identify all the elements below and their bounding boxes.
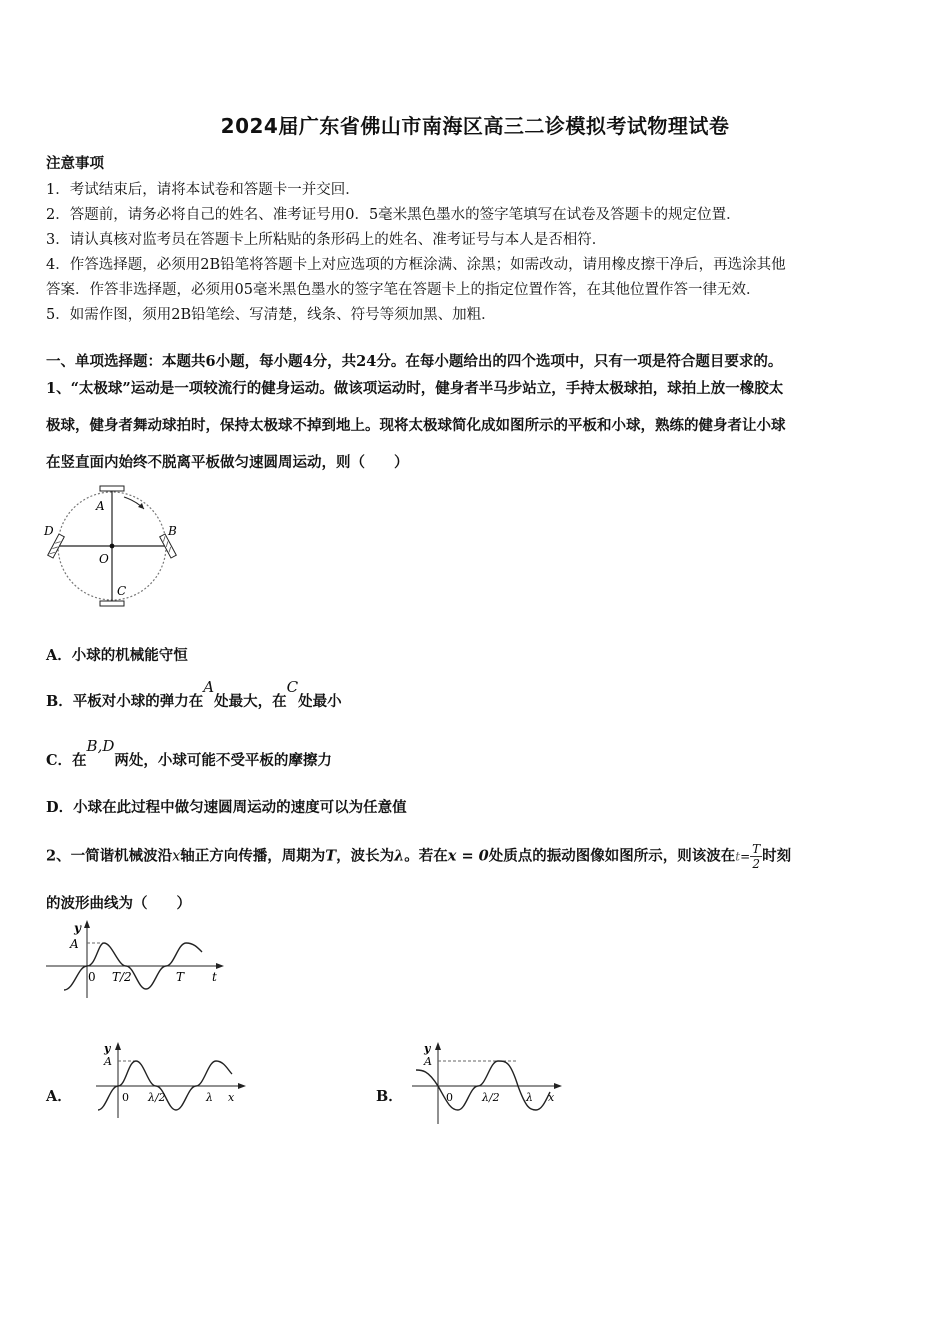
option-b-post: 处最小 [298, 693, 342, 710]
tick-label-zero: 0 [446, 1091, 453, 1104]
option-c-sym: B,D [86, 737, 115, 755]
tick-label-half-period: T/2 [112, 970, 132, 984]
axis-label-x: x [228, 1091, 235, 1104]
option-b-wave-graph [408, 1040, 568, 1128]
note-item: 3．请认真核对监考员在答题卡上所粘贴的条形码上的姓名、准考证号与本人是否相符． [46, 232, 607, 248]
arrow-icon [115, 1042, 121, 1050]
question-1-line: 1、“太极球”运动是一项较流行的健身运动。做该项运动时，健身者半马步站立，手持太极球拍，球拍上放一橡胶太 [46, 380, 784, 397]
q2-symbol-t-period: T [325, 847, 337, 865]
question-2-line: 的波形曲线为（ ） [46, 895, 191, 912]
question-1-line: 在竖直面内始终不脱离平板做匀速圆周运动，则（ ） [46, 454, 409, 471]
tick-label-half-wavelength: λ/2 [482, 1091, 500, 1104]
q2-symbol-t: t [735, 849, 741, 864]
tick-label-half-wavelength: λ/2 [148, 1091, 166, 1104]
notes-heading: 注意事项 [46, 155, 104, 172]
option-c [46, 737, 332, 770]
axis-label-x: x [548, 1091, 555, 1104]
tick-label-period: T [176, 970, 185, 984]
label-b: B [168, 524, 177, 538]
option-a: A．小球的机械能守恒 [46, 647, 188, 664]
arrow-icon [554, 1083, 562, 1089]
tick-label-wavelength: λ [206, 1091, 213, 1104]
option-b-pre: B．平板对小球的弹力在 [46, 693, 204, 710]
label-d: D [44, 524, 54, 538]
q2-option-b-label: B． [376, 1088, 403, 1105]
q2-text: 2、一简谐机械波沿 [46, 847, 173, 865]
axis-label-y: y [104, 1042, 111, 1055]
axis-label-a: A [70, 937, 79, 951]
q2-text: 。若在 [404, 847, 448, 865]
fraction-numerator: T [752, 842, 761, 856]
question-1-line: 极球，健身者舞动球拍时，保持太极球不掉到地上。现将太极球简化成如图所示的平板和小球，熟练的健身者让小球 [46, 417, 786, 434]
option-b-sym-a: A [203, 678, 215, 696]
option-a-wave-graph [92, 1040, 252, 1120]
q2-equals: = [740, 849, 751, 864]
note-item: 4．作答选择题，必须用2B铅笔将答题卡上对应选项的方框涂满、涂黑；如需改动，请用橡皮擦干净后，再选涂其他 [46, 257, 786, 273]
note-item: 5．如需作图，须用2B铅笔绘、写清楚，线条、符号等须加黑、加粗． [46, 307, 496, 323]
q2-text: 轴正方向传播，周期为 [180, 847, 326, 865]
option-b-mid: 处最大，在 [214, 693, 287, 710]
q2-x-zero: x = 0 [447, 847, 489, 865]
fraction-denominator: 2 [752, 857, 760, 871]
note-item: 答案．作答非选择题，必须用05毫米黑色墨水的签字笔在答题卡上的指定位置作答，在其他位置作答一律无效． [46, 282, 761, 298]
axis-label-a: A [104, 1055, 112, 1068]
note-item: 1．考试结束后，请将本试卷和答题卡一并交回． [46, 182, 360, 198]
q2-text: 处质点的振动图像如图所示，则该波在 [488, 847, 736, 865]
q2-text: ，波长为 [336, 847, 395, 865]
tick-label-zero: 0 [88, 970, 96, 984]
option-c-pre: C．在 [46, 752, 87, 769]
axis-label-t: t [212, 970, 217, 984]
option-b [46, 678, 342, 711]
label-c: C [117, 584, 127, 598]
bottom-plate [100, 601, 124, 606]
page-title: 2024届广东省佛山市南海区高三二诊模拟考试物理试卷 [220, 114, 730, 138]
q2-option-a-label: A． [46, 1088, 72, 1105]
tick-label-wavelength: λ [526, 1091, 533, 1104]
top-plate [100, 486, 124, 491]
arrow-icon [216, 963, 224, 969]
vibration-graph [42, 918, 232, 1000]
label-o: O [99, 552, 109, 566]
q2-fraction [750, 842, 762, 871]
q2-symbol-lambda: λ [394, 847, 405, 865]
option-d: D．小球在此过程中做匀速圆周运动的速度可以为任意值 [46, 799, 407, 816]
arrow-icon [84, 920, 90, 928]
axis-label-y: y [74, 921, 81, 935]
axis-label-y: y [424, 1042, 431, 1055]
arrow-icon [238, 1083, 246, 1089]
option-b-sym-c: C [286, 678, 299, 696]
note-item: 2．答题前，请务必将自己的姓名、准考证号用0．5毫米黑色墨水的签字笔填写在试卷及答题卡的规定位置． [46, 207, 741, 223]
section-heading: 一、单项选择题：本题共6小题，每小题4分，共24分。在每小题给出的四个选项中，只有一项是符合题目要求的。 [46, 353, 783, 370]
option-c-post: 两处，小球可能不受平板的摩擦力 [114, 752, 332, 769]
arrow-icon [435, 1042, 441, 1050]
q2-text: 时刻 [762, 847, 792, 865]
taiji-ball-diagram [40, 483, 195, 611]
center-point [110, 544, 115, 549]
tick-label-zero: 0 [122, 1091, 129, 1104]
axis-label-a: A [424, 1055, 432, 1068]
question-2-line [46, 842, 791, 871]
label-a: A [96, 499, 105, 513]
q2-symbol-x: x [172, 848, 181, 865]
arrowhead-icon [138, 503, 144, 509]
